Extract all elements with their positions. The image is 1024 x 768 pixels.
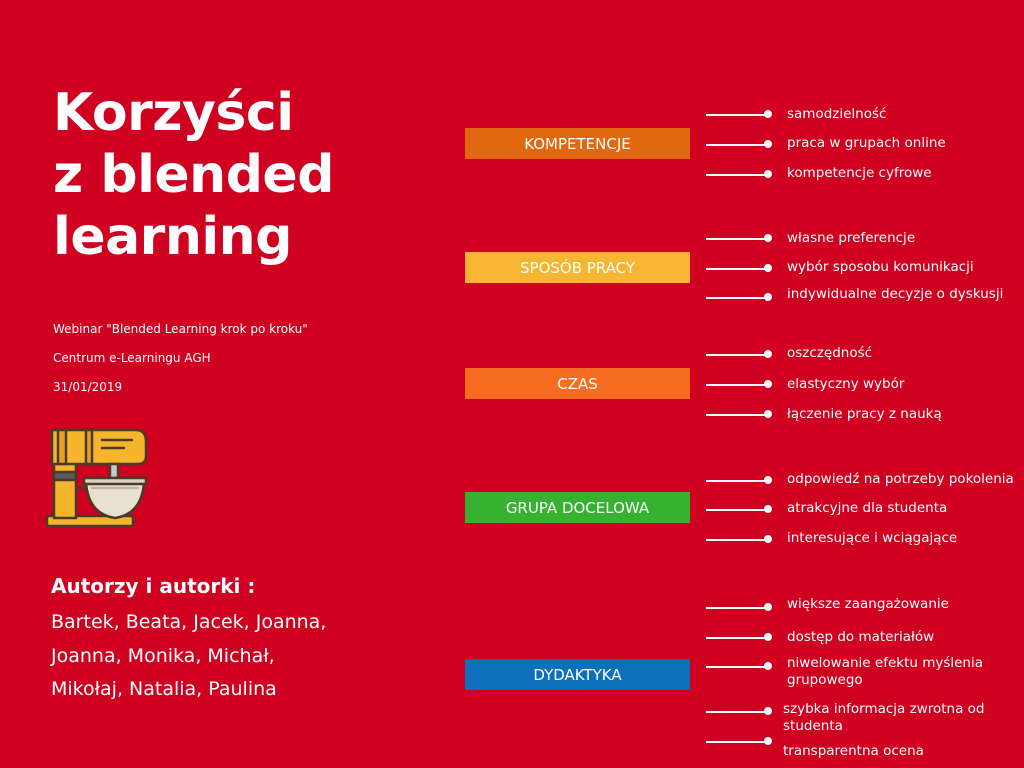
category-czas: CZAS <box>465 368 690 399</box>
organization-name: Centrum e-Learningu AGH <box>53 351 211 365</box>
event-date: 31/01/2019 <box>53 380 123 394</box>
category-grupa-docelowa: GRUPA DOCELOWA <box>465 492 690 523</box>
webinar-name: Webinar "Blended Learning krok po kroku" <box>53 322 308 336</box>
benefit-item: samodzielność <box>787 106 887 122</box>
category-sposob-pracy: SPOSÓB PRACY <box>465 252 690 283</box>
authors-heading: Autorzy i autorki : <box>51 574 256 598</box>
authors-line-3: Mikołaj, Natalia, Paulina <box>51 678 277 700</box>
category-kompetencje: KOMPETENCJE <box>465 128 690 159</box>
benefit-item: niwelowanie efektu myślenia grupowego <box>787 655 984 688</box>
benefit-item: dostęp do materiałów <box>787 629 935 645</box>
category-dydaktyka: DYDAKTYKA <box>465 659 690 690</box>
page-title <box>53 82 334 268</box>
benefit-item: szybka informacja zwrotna od studenta <box>783 701 985 734</box>
benefit-item: własne preferencje <box>787 230 916 246</box>
title-line-1: Korzyści <box>53 83 294 143</box>
stand-mixer-icon <box>44 426 152 532</box>
benefit-item: indywidualne decyzje o dyskusji <box>787 286 1004 302</box>
authors-line-1: Bartek, Beata, Jacek, Joanna, <box>51 611 327 633</box>
benefit-item: kompetencje cyfrowe <box>787 165 932 181</box>
benefit-item: wybór sposobu komunikacji <box>787 259 974 275</box>
benefit-item: interesujące i wciągające <box>787 530 958 546</box>
authors-line-2: Joanna, Monika, Michał, <box>51 644 275 667</box>
benefit-item: atrakcyjne dla studenta <box>787 500 948 516</box>
benefit-item: transparentna ocena <box>783 743 924 759</box>
benefit-item: oszczędność <box>787 345 873 361</box>
benefit-item: odpowiedź na potrzeby pokolenia <box>787 471 1014 487</box>
authors-list <box>51 606 326 707</box>
title-line-3: learning <box>53 207 292 267</box>
benefit-item: większe zaangażowanie <box>787 596 949 612</box>
benefit-item: praca w grupach online <box>787 135 946 151</box>
benefit-item: elastyczny wybór <box>787 376 905 392</box>
title-line-2: z blended <box>53 145 334 205</box>
benefit-item: łączenie pracy z nauką <box>787 406 942 422</box>
